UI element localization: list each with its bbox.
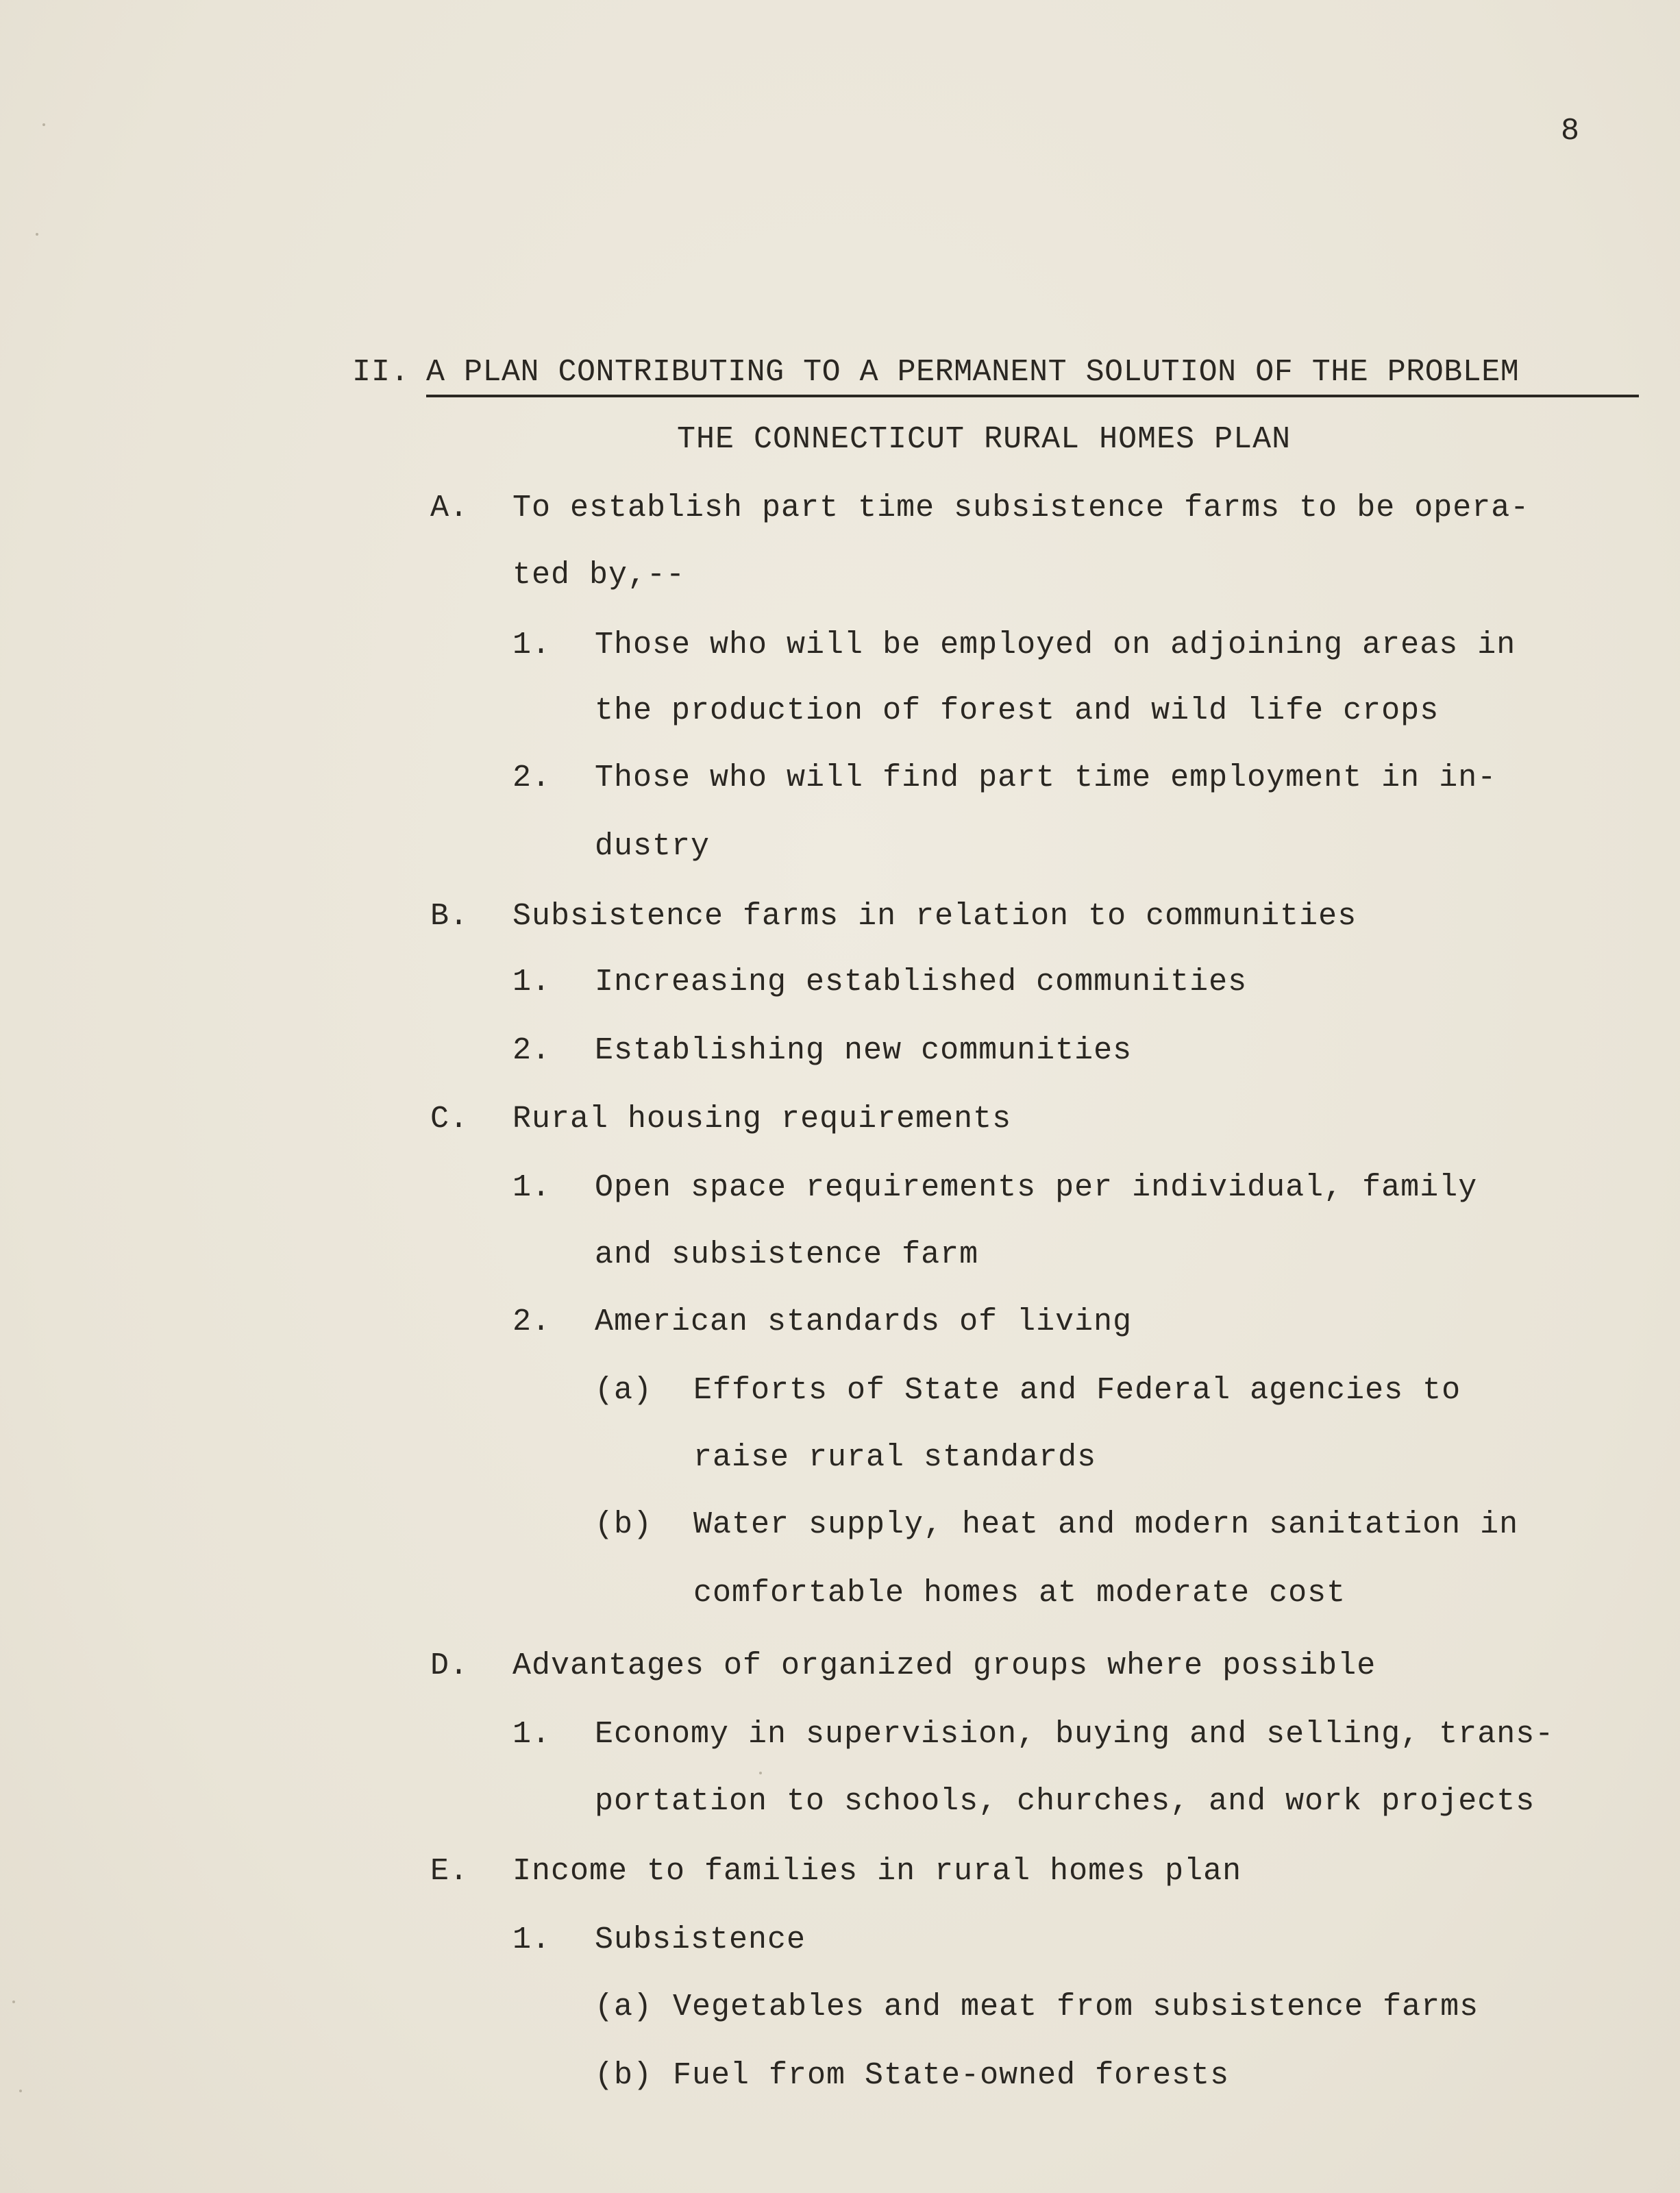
section-c-marker: C. <box>430 1102 469 1137</box>
section-a-item-2-line-2: dustry <box>595 829 711 864</box>
section-b-item-2-line-1: Establishing new communities <box>595 1033 1133 1068</box>
section-c-item-1-line-1: Open space requirements per individual, family <box>595 1170 1478 1205</box>
subtitle: THE CONNECTICUT RURAL HOMES PLAN <box>677 422 1292 457</box>
section-a-item-1-line-1: Those who will be employed on adjoining areas in <box>595 628 1516 662</box>
section-b-item-1-marker: 1. <box>512 965 552 1000</box>
paper-speck <box>19 2090 22 2092</box>
heading-numeral: II. <box>352 355 410 390</box>
section-a-item-1-marker: 1. <box>512 628 552 662</box>
section-b-item-2-marker: 2. <box>512 1033 552 1068</box>
section-d-marker: D. <box>430 1648 469 1683</box>
section-a-item-1-line-2: the production of forest and wild life crops <box>595 693 1440 728</box>
section-c-item-1-marker: 1. <box>512 1170 552 1205</box>
section-e-marker: E. <box>430 1854 469 1889</box>
section-c-item-2-sub-a-marker: (a) <box>595 1373 653 1408</box>
page-number: 8 <box>1561 114 1581 149</box>
section-d-item-1-line-2: portation to schools, churches, and work projects <box>595 1784 1535 1819</box>
section-d-line-1: Advantages of organized groups where possible <box>512 1648 1376 1683</box>
section-b-item-1-line-1: Increasing established communities <box>595 965 1248 1000</box>
section-e-line-1: Income to families in rural homes plan <box>512 1854 1242 1889</box>
section-c-item-2-line-1: American standards of living <box>595 1304 1133 1339</box>
section-a-line-1: To establish part time subsistence farms to be opera- <box>512 491 1530 525</box>
section-e-item-1-sub-b-line-1: Fuel from State-owned forests <box>673 2058 1230 2093</box>
section-a-item-2-marker: 2. <box>512 760 552 795</box>
section-c-item-2-sub-b-line-2: comfortable homes at moderate cost <box>693 1576 1346 1611</box>
paper-speck <box>12 2000 15 2003</box>
paper-speck <box>759 1772 762 1774</box>
paper-speck <box>42 123 45 126</box>
section-c-item-2-sub-b-line-1: Water supply, heat and modern sanitation in <box>693 1507 1519 1542</box>
section-c-item-2-sub-b-marker: (b) <box>595 1507 653 1542</box>
section-a-marker: A. <box>430 491 469 525</box>
section-a-item-2-line-1: Those who will find part time employment in in- <box>595 760 1497 795</box>
heading-title: A PLAN CONTRIBUTING TO A PERMANENT SOLUTION OF THE PROBLEM <box>426 352 1639 397</box>
section-c-item-2-marker: 2. <box>512 1304 552 1339</box>
section-d-item-1-marker: 1. <box>512 1717 552 1752</box>
section-e-item-1-sub-a-line-1: Vegetables and meat from subsistence farms <box>673 1990 1479 2024</box>
section-b-line-1: Subsistence farms in relation to communities <box>512 899 1357 934</box>
section-e-item-1-sub-b-marker: (b) <box>595 2058 653 2093</box>
section-c-line-1: Rural housing requirements <box>512 1102 1012 1137</box>
section-b-marker: B. <box>430 899 469 934</box>
section-c-item-1-line-2: and subsistence farm <box>595 1237 979 1272</box>
section-e-item-1-line-1: Subsistence <box>595 1922 806 1957</box>
section-c-item-2-sub-a-line-1: Efforts of State and Federal agencies to <box>693 1373 1461 1408</box>
section-a-line-2: ted by,-- <box>512 558 686 593</box>
section-e-item-1-sub-a-marker: (a) <box>595 1990 653 2024</box>
paper-speck <box>36 233 38 236</box>
section-c-item-2-sub-a-line-2: raise rural standards <box>693 1440 1097 1475</box>
section-e-item-1-marker: 1. <box>512 1922 552 1957</box>
section-d-item-1-line-1: Economy in supervision, buying and selling, trans- <box>595 1717 1555 1752</box>
